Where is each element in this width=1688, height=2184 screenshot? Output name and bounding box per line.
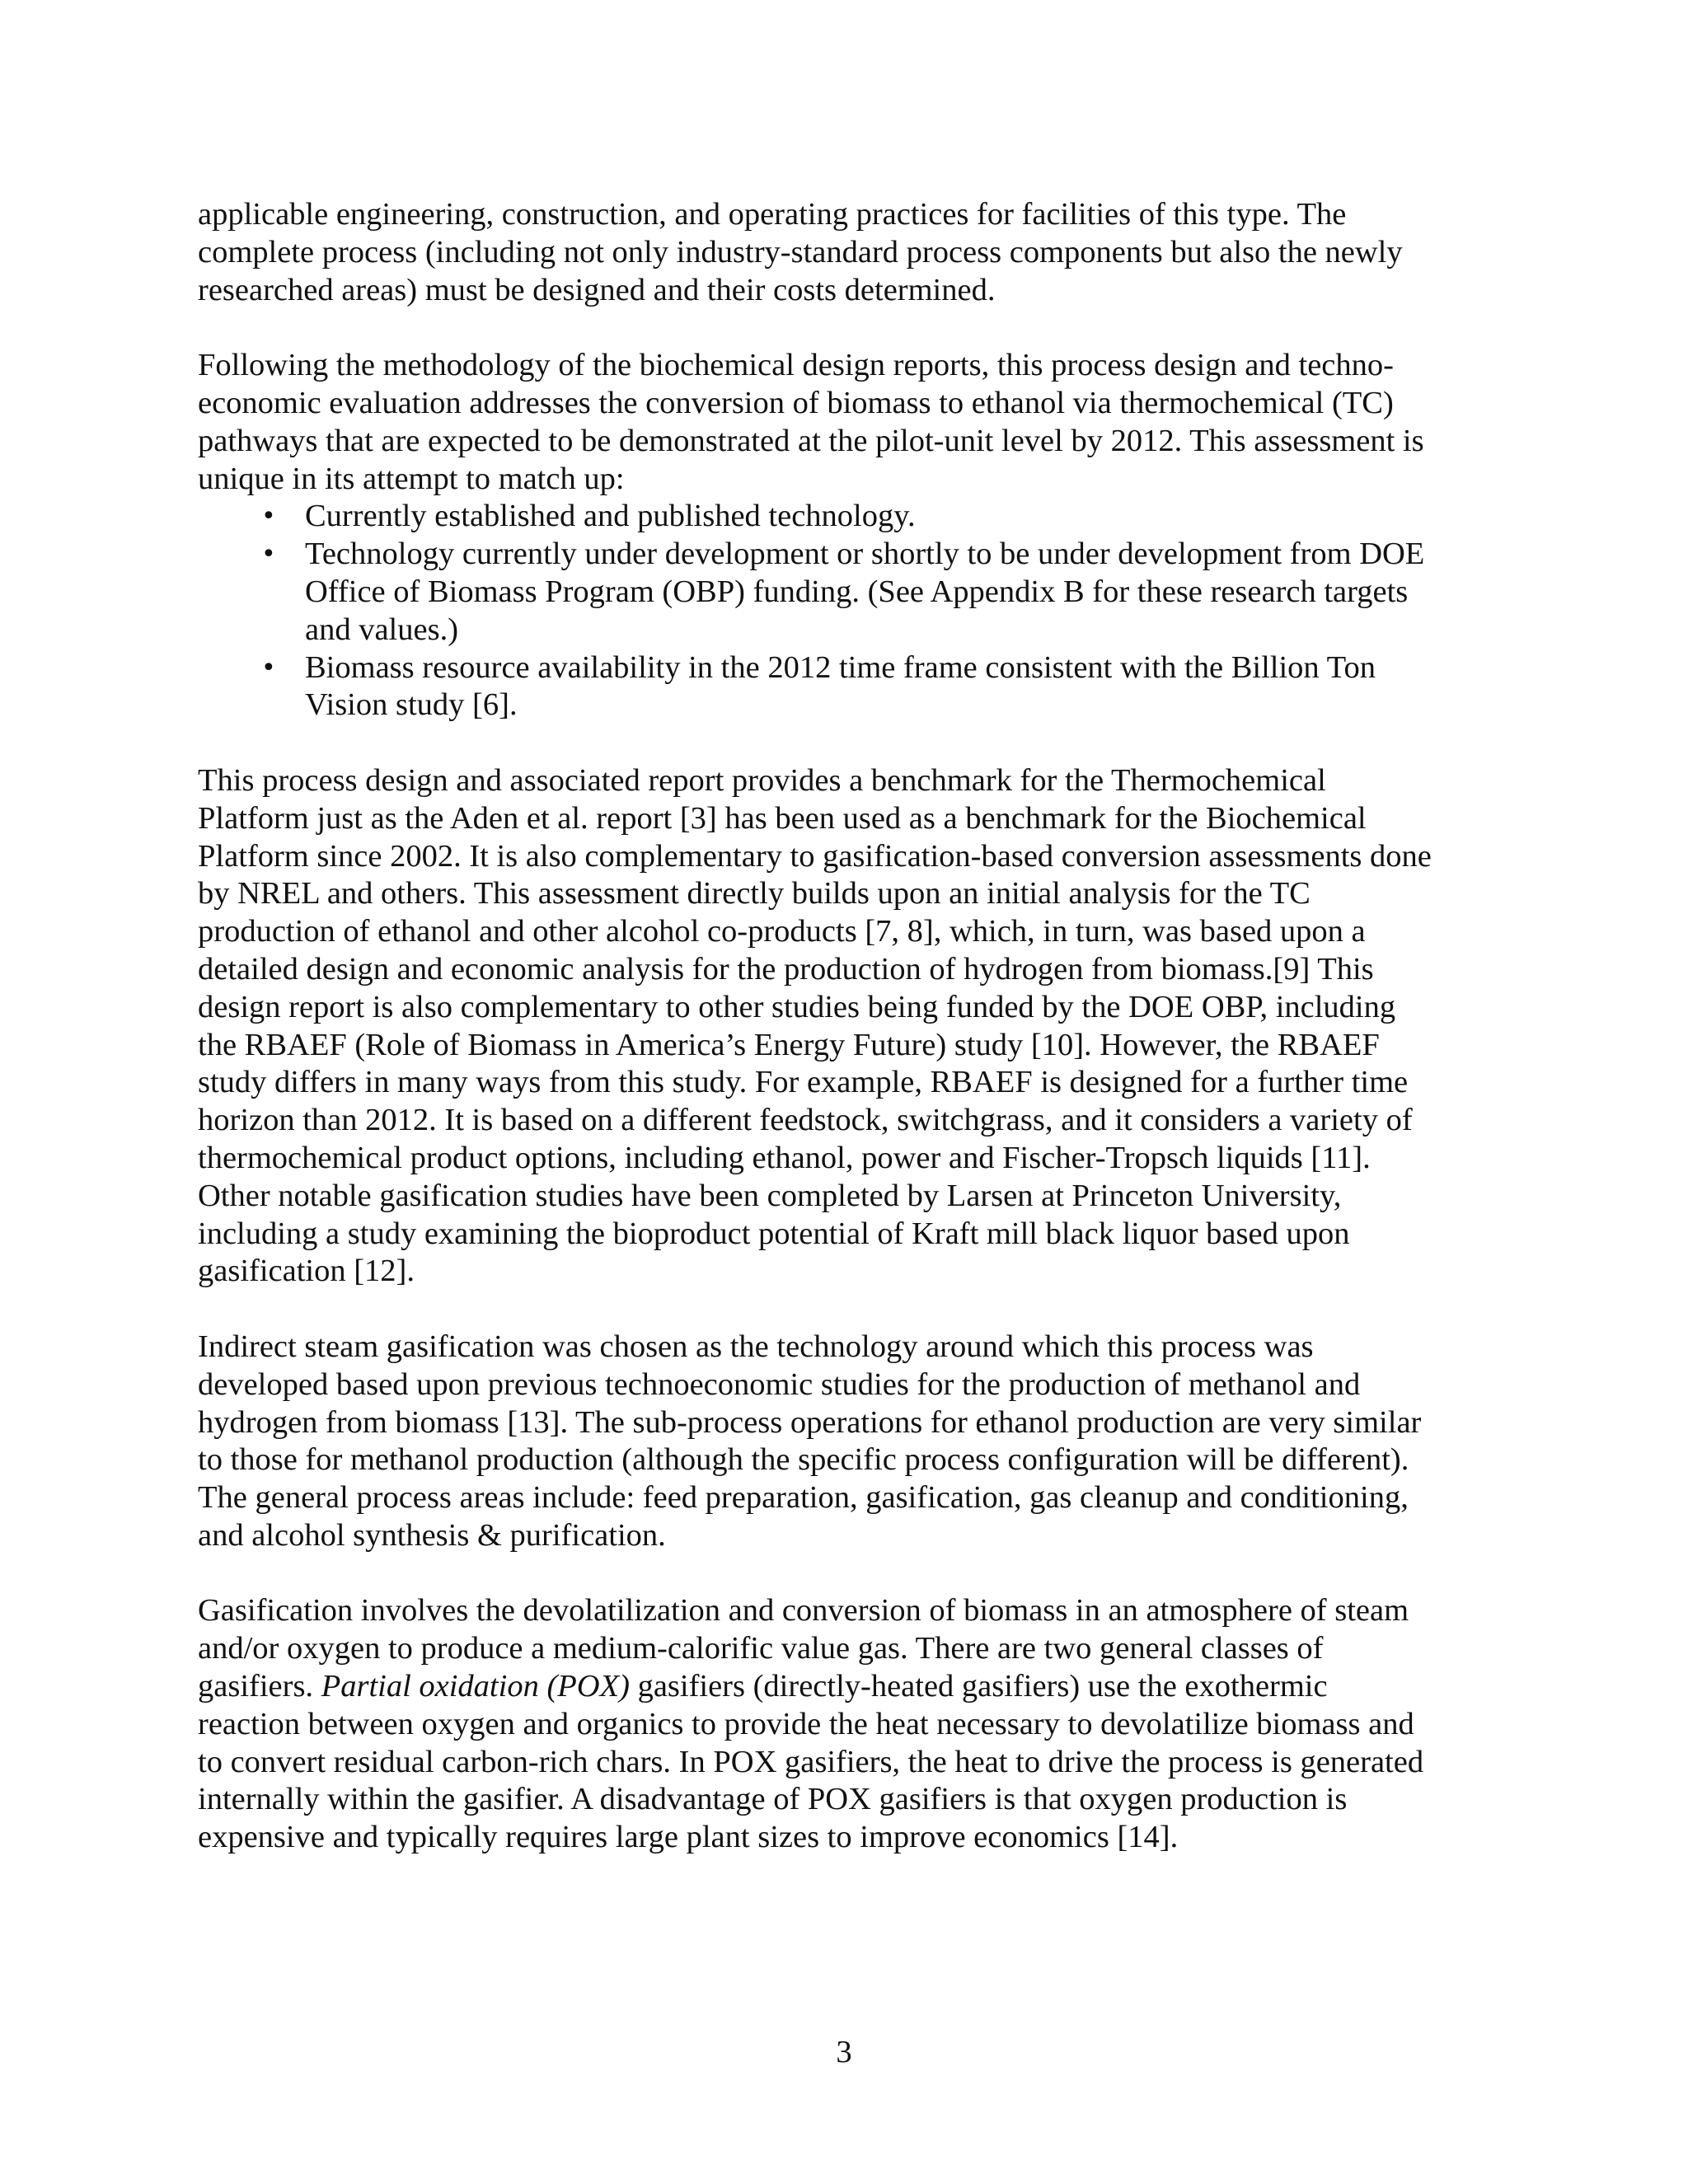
text-line: Platform just as the Aden et al. report [3] has been used as a benchmark for the Biochemical: [198, 800, 1367, 836]
text-line: Office of Biomass Program (OBP) funding. (See Appendix B for these research targets: [305, 574, 1409, 609]
text-line: Biomass resource availability in the 2012 time frame consistent with the Billion Ton: [305, 649, 1376, 685]
text-run: gasifiers.: [198, 1669, 321, 1704]
text-line: and/or oxygen to produce a medium-calorific value gas. There are two general classes of: [198, 1631, 1324, 1666]
text-line: Technology currently under development or shortly to be under development from DOE: [305, 537, 1425, 572]
bullet-item: [198, 649, 1492, 725]
text-line: Vision study [6].: [305, 687, 518, 723]
paragraph-5: [198, 1592, 1492, 1857]
text-line: The general process areas include: feed preparation, gasification, gas cleanup and conditioning,: [198, 1480, 1409, 1516]
text-line: horizon than 2012. It is based on a different feedstock, switchgrass, and it considers a variety of: [198, 1103, 1413, 1138]
text-line: internally within the gasifier. A disadvantage of POX gasifiers is that oxygen production is: [198, 1782, 1348, 1817]
text-line: study differs in many ways from this study. For example, RBAEF is designed for a further time: [198, 1065, 1409, 1100]
bullet-icon: •: [261, 502, 276, 532]
bullet-icon: •: [261, 540, 276, 569]
page-number: 3: [836, 2035, 852, 2069]
paragraph-4: [198, 1329, 1492, 1555]
document-body: [198, 196, 1492, 1895]
bullet-item: [198, 498, 1492, 536]
text-line: unique in its attempt to match up:: [198, 461, 625, 496]
text-line: production of ethanol and other alcohol co-products [7, 8], which, in turn, was based upon a: [198, 914, 1366, 949]
paragraph-3: [198, 762, 1492, 1291]
text-line: [198, 1668, 1492, 1706]
text-line: thermochemical product options, including ethanol, power and Fischer-Tropsch liquids [11].: [198, 1140, 1371, 1175]
text-run: gasifiers (directly-heated gasifiers) use the exothermic: [629, 1669, 1328, 1704]
text-line: Following the methodology of the biochemical design reports, this process design and techno-: [198, 348, 1394, 383]
text-line: the RBAEF (Role of Biomass in America’s Energy Future) study [10]. However, the RBAEF: [198, 1027, 1380, 1062]
text-line: expensive and typically requires large plant sizes to improve economics [14].: [198, 1820, 1179, 1855]
text-line: Indirect steam gasification was chosen as the technology around which this process was: [198, 1329, 1314, 1364]
bullet-item: [198, 536, 1492, 649]
text-line: reaction between oxygen and organics to provide the heat necessary to devolatilize biomass and: [198, 1706, 1414, 1741]
text-line: and values.): [305, 612, 459, 647]
bullet-icon: •: [261, 653, 276, 682]
text-line: to those for methanol production (although the specific process configuration will be different).: [198, 1442, 1409, 1478]
text-line: detailed design and economic analysis for the production of hydrogen from biomass.[9] This: [198, 951, 1374, 987]
text-line: hydrogen from biomass [13]. The sub-process operations for ethanol production are very similar: [198, 1404, 1422, 1440]
text-line: design report is also complementary to other studies being funded by the DOE OBP, including: [198, 989, 1396, 1024]
text-line: This process design and associated report provides a benchmark for the Thermochemical: [198, 762, 1326, 798]
text-line: gasification [12].: [198, 1254, 415, 1289]
text-line: and alcohol synthesis & purification.: [198, 1517, 666, 1553]
text-line: economic evaluation addresses the conversion of biomass to ethanol via thermochemical (TC): [198, 385, 1394, 420]
text-line: by NREL and others. This assessment directly builds upon an initial analysis for the TC: [198, 876, 1311, 912]
text-line: to convert residual carbon-rich chars. In POX gasifiers, the heat to drive the process is generated: [198, 1744, 1424, 1779]
text-line: applicable engineering, construction, and operating practices for facilities of this type. The: [198, 197, 1347, 232]
paragraph-2: [198, 347, 1492, 724]
paragraph-1: [198, 196, 1492, 309]
text-line: Gasification involves the devolatilization and conversion of biomass in an atmosphere of steam: [198, 1593, 1409, 1629]
text-line: pathways that are expected to be demonstrated at the pilot-unit level by 2012. This assessment is: [198, 423, 1424, 458]
text-line: researched areas) must be designed and their costs determined.: [198, 272, 996, 307]
italic-term: Partial oxidation (POX): [321, 1669, 630, 1704]
text-line: complete process (including not only industry-standard process components but also the newly: [198, 234, 1403, 269]
text-line: developed based upon previous technoeconomic studies for the production of methanol and: [198, 1366, 1361, 1402]
text-line: Other notable gasification studies have been completed by Larsen at Princeton University,: [198, 1178, 1342, 1213]
text-line: Platform since 2002. It is also complementary to gasification-based conversion assessments done: [198, 838, 1432, 874]
text-line: including a study examining the bioproduct potential of Kraft mill black liquor based upon: [198, 1216, 1350, 1251]
text-line: Currently established and published technology.: [305, 499, 916, 534]
bullet-list: [198, 498, 1492, 724]
